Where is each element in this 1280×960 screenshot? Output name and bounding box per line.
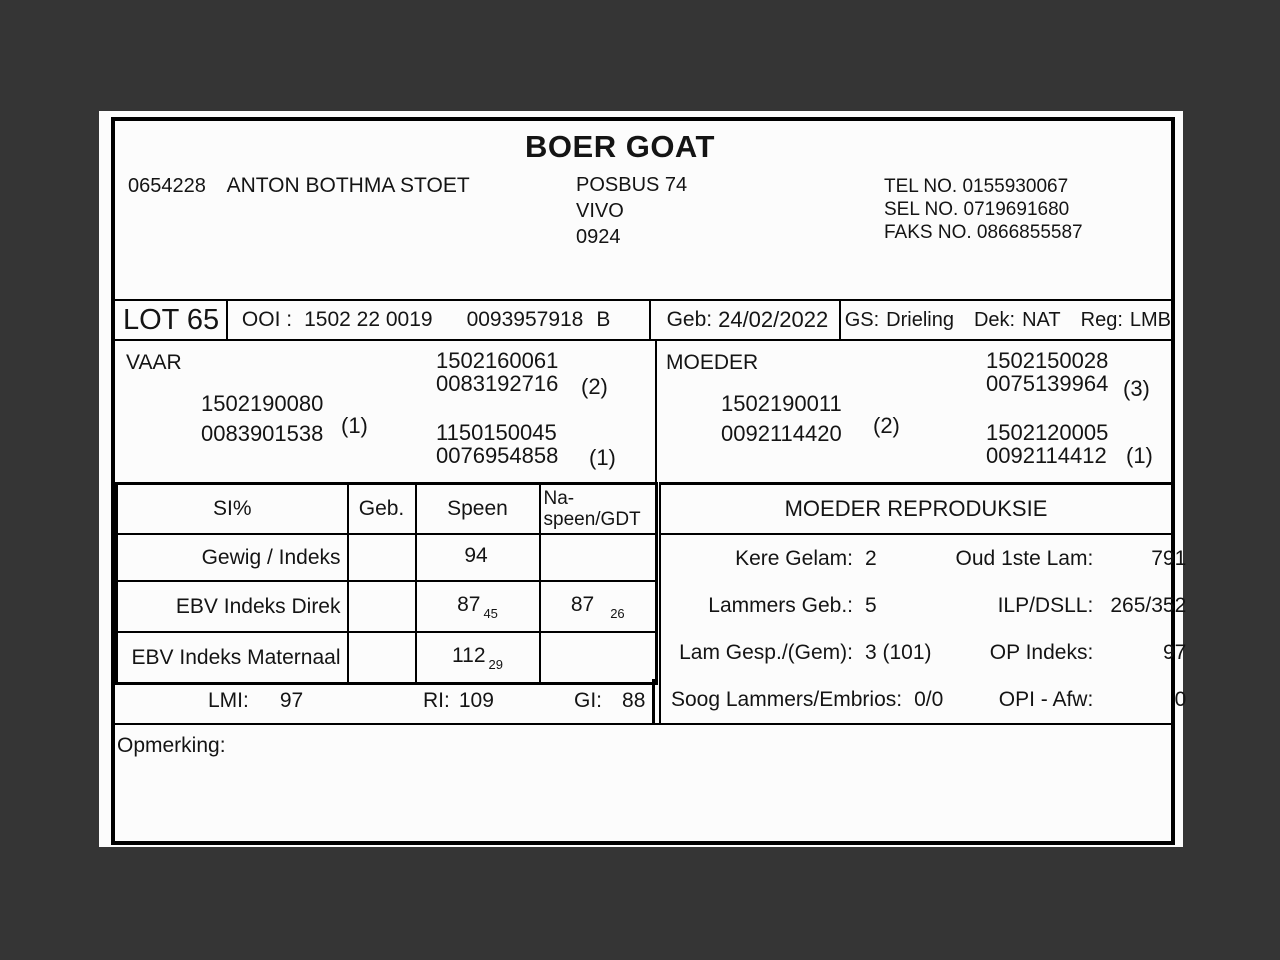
pedigree-divider (655, 341, 657, 482)
repro-value: 2 (865, 546, 877, 570)
ooi-id: 1502 22 0019 (304, 308, 433, 331)
si-header: SI% (117, 484, 348, 535)
breeder-contacts (884, 175, 1083, 244)
pedigree-section (115, 341, 1171, 482)
index-summary-row (115, 679, 655, 723)
naspeen-value: 87 $_{26}$ (540, 581, 657, 632)
dam-dam-id-line1: 1502120005 (986, 420, 1109, 445)
sire-sire-id-line1: 1502160061 (436, 348, 559, 373)
repro-pair-right (943, 641, 1186, 665)
dam-sire-note: (3) (1123, 376, 1150, 401)
sire-dam-id-line1: 1150150045 (436, 420, 557, 445)
ri-label: RI: (423, 689, 450, 712)
geb-date: 24/02/2022 (718, 307, 829, 332)
repro-pair-right (943, 594, 1186, 618)
speen-value: 94 (416, 534, 540, 581)
repro-value: 791 (1151, 546, 1187, 570)
repro-pair-left (671, 688, 943, 712)
animal-id-cell (228, 301, 651, 339)
reproduction-row (661, 629, 1196, 676)
gs-dek-reg-cell (841, 301, 1171, 339)
ooi-registration-number: 0093957918 (466, 308, 584, 331)
accuracy-subscript: 26 (610, 605, 625, 621)
table-row (117, 632, 657, 684)
row-label: Gewig / Indeks (117, 534, 348, 581)
repro-value: 3 (101) (865, 640, 932, 664)
speen-value: 112 $_{29}$ (416, 632, 540, 684)
remarks-section (115, 725, 1171, 841)
row-label: EBV Indeks Maternaal (117, 632, 348, 684)
reproduction-rows (661, 535, 1187, 723)
dek-label: Dek: (973, 308, 1016, 331)
address-line-3: 0924 (576, 226, 621, 248)
geb-column-header: Geb. (348, 484, 416, 535)
sire-id-line2: 0083901538 (201, 421, 324, 446)
table-row (117, 534, 657, 581)
dam-note: (2) (873, 413, 900, 438)
address-line-2: VIVO (576, 200, 624, 222)
sire-id-line1: 1502190080 (201, 391, 324, 416)
reproduction-row (661, 582, 1196, 629)
breeder-stud-name: ANTON BOTHMA STOET (226, 174, 470, 197)
page-title: BOER GOAT (525, 129, 715, 164)
geb-label: Geb: (666, 308, 713, 331)
lot-number: LOT 65 (115, 301, 228, 339)
si-table-header-row (117, 484, 657, 535)
speen-value: 87 $_{45}$ (416, 581, 540, 632)
reg-value: LMB (1129, 308, 1171, 331)
naspeen-value (540, 632, 657, 684)
geb-value (348, 632, 416, 684)
repro-pair-left (671, 547, 877, 571)
reproduction-title: MOEDER REPRODUKSIE (661, 485, 1171, 535)
lot-row (115, 299, 1171, 341)
tel-number: TEL NO. 0155930067 (884, 176, 1069, 197)
lmi-pair (208, 689, 303, 713)
dam-id-line2: 0092114420 (721, 421, 842, 446)
ooi-label: OOI : (241, 308, 293, 331)
repro-value: 265/352 (1110, 593, 1187, 617)
geb-value (348, 581, 416, 632)
gs-label: GS: (844, 308, 880, 331)
repro-pair-left (671, 594, 877, 618)
dam-section-label: MOEDER (666, 351, 759, 374)
repro-label: OP Indeks: (989, 640, 1094, 664)
lmi-value: 97 (279, 689, 304, 712)
sire-sire-id-line2: 0083192716 (436, 371, 559, 396)
repro-label: Soog Lammers/Embrios: (671, 687, 903, 711)
repro-pair-right (943, 688, 1186, 712)
repro-value: 5 (865, 593, 877, 617)
dam-dam-id-line2: 0092114412 (986, 443, 1107, 468)
geb-value (348, 534, 416, 581)
repro-value: 0/0 (914, 687, 944, 711)
ri-value: 109 (458, 689, 494, 712)
speen-column-header: Speen (416, 484, 540, 535)
sire-sire-note: (2) (581, 374, 608, 399)
ri-pair (423, 689, 494, 713)
sire-dam-id-line2: 0076954858 (436, 443, 559, 468)
dam-ids (721, 389, 842, 449)
repro-label: Kere Gelam: (735, 546, 853, 570)
address-line-1: POSBUS 74 (576, 174, 688, 196)
sire-section-label: VAAR (126, 351, 182, 374)
sire-note: (1) (341, 413, 368, 438)
cell-number: SEL NO. 0719691680 (884, 199, 1070, 220)
remarks-label: Opmerking: (117, 734, 226, 757)
fax-number: FAKS NO. 0866855587 (884, 222, 1083, 243)
si-index-table (115, 482, 658, 685)
repro-label: OPI - Afw: (998, 687, 1094, 711)
accuracy-subscript: 45 (483, 605, 498, 621)
breeder-line (128, 174, 470, 198)
sire-dam-note: (1) (589, 445, 616, 470)
gs-pair (845, 309, 954, 332)
sire-ids (201, 389, 323, 449)
ooi-sex-code: B (596, 308, 611, 331)
document-page (99, 111, 1187, 847)
gi-label: GI: (574, 689, 603, 712)
repro-pair-left (671, 641, 932, 665)
dek-pair (974, 309, 1061, 332)
repro-pair-right (943, 547, 1186, 571)
reproduction-row (661, 535, 1196, 582)
breeder-address (576, 172, 687, 250)
sire-dam-ids (436, 421, 558, 467)
dam-id-line1: 1502190011 (721, 391, 842, 416)
gs-value: Drieling (886, 308, 954, 331)
naspeen-column-header: Na- speen/GDT (540, 484, 657, 535)
mother-reproduction-box (659, 482, 1187, 723)
lmi-label: LMI: (208, 689, 249, 712)
repro-value: 97 (1162, 640, 1187, 664)
reg-pair (1081, 309, 1171, 332)
breeder-member-number: 0654228 (128, 175, 206, 197)
dam-sire-id-line1: 1502150028 (986, 348, 1109, 373)
gi-pair (574, 689, 645, 713)
birthdate-cell (651, 301, 841, 339)
dek-value: NAT (1022, 308, 1061, 331)
dam-sire-ids (986, 349, 1108, 395)
naspeen-value (540, 534, 657, 581)
row-label: EBV Indeks Direk (117, 581, 348, 632)
dam-sire-id-line2: 0075139964 (986, 371, 1109, 396)
dam-dam-note: (1) (1126, 443, 1153, 468)
accuracy-subscript: 29 (488, 656, 503, 672)
dam-dam-ids (986, 421, 1108, 467)
repro-label: Oud 1ste Lam: (955, 546, 1094, 570)
document-frame (111, 117, 1187, 845)
repro-label: Lam Gesp./(Gem): (679, 640, 853, 664)
table-row (117, 581, 657, 632)
reproduction-row (661, 676, 1196, 723)
gi-value: 88 (622, 689, 646, 712)
sire-sire-ids (436, 349, 558, 395)
repro-label: Lammers Geb.: (708, 593, 853, 617)
reg-label: Reg: (1080, 308, 1123, 331)
repro-label: ILP/DSLL: (997, 593, 1094, 617)
repro-value: 0 (1174, 687, 1187, 711)
